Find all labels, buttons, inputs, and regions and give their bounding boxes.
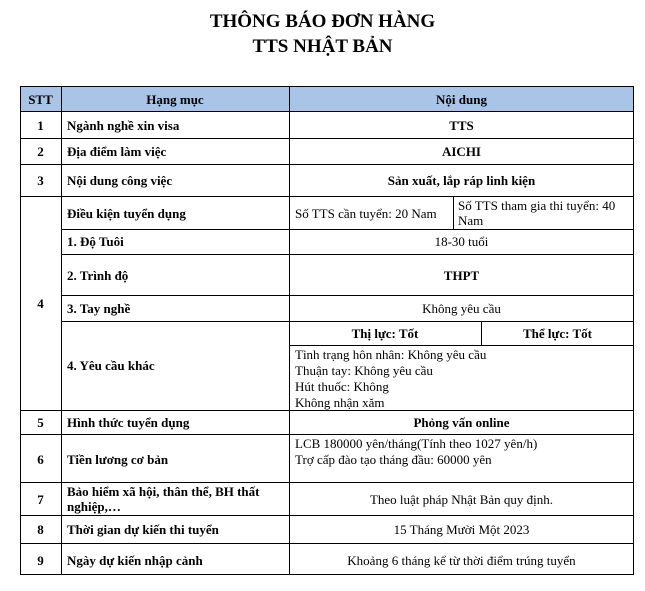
header-stt: STT — [28, 92, 53, 107]
row-8-stt: 8 — [37, 522, 44, 537]
row-5-value: Phỏng vấn online — [413, 415, 510, 430]
row-3-value: Sản xuất, lắp ráp linh kiện — [387, 173, 536, 188]
skill-label: 3. Tay nghề — [67, 301, 131, 316]
education-value: THPT — [443, 268, 480, 283]
other-requirements-label: 4. Yêu cầu khác — [67, 358, 155, 373]
recruit-count: Số TTS cần tuyển: 20 Nam — [295, 206, 437, 221]
row-7-label-line2: nghiệp,… — [67, 499, 121, 514]
recruit-conditions-label: Điều kiện tuyển dụng — [67, 206, 186, 221]
education-label: 2. Trình độ — [67, 268, 129, 283]
row-7-value: Theo luật pháp Nhật Bản quy định. — [369, 492, 554, 507]
exam-count-line1: Số TTS tham gia thi tuyển: 40 — [458, 198, 616, 213]
row-5-stt: 5 — [37, 415, 44, 430]
page-title: THÔNG BÁO ĐƠN HÀNG — [209, 11, 436, 32]
handedness: Thuận tay: Không yêu cầu — [295, 363, 433, 378]
row-8-value: 15 Tháng Mười Một 2023 — [393, 522, 530, 537]
row-5-label: Hình thức tuyển dụng — [67, 415, 190, 430]
tattoo: Không nhận xăm — [295, 395, 385, 410]
row-1-stt: 1 — [37, 118, 44, 133]
row-6-stt: 6 — [37, 452, 44, 467]
exam-count-line2: Nam — [458, 213, 484, 228]
row-1-label: Ngành nghề xin visa — [67, 118, 180, 133]
row-2-stt: 2 — [37, 144, 44, 159]
row-9-value: Khoảng 6 tháng kể từ thời điểm trúng tuyển — [347, 553, 576, 568]
age-value: 18-30 tuổi — [434, 234, 489, 249]
row-7-label-line1: Bảo hiểm xã hội, thân thể, BH thất — [67, 484, 260, 499]
row-9-stt: 9 — [37, 553, 44, 568]
smoking: Hút thuốc: Không — [295, 379, 389, 394]
header-category: Hạng mục — [146, 92, 204, 107]
header-content: Nội dung — [436, 92, 487, 107]
row-9-label: Ngày dự kiến nhập cảnh — [67, 553, 203, 568]
physical-requirement: Thể lực: Tốt — [523, 326, 592, 341]
skill-value: Không yêu cầu — [422, 301, 501, 316]
salary-line1: LCB 180000 yên/tháng(Tính theo 1027 yên/h) — [295, 436, 538, 451]
row-2-value: AICHI — [441, 144, 481, 159]
row-4-stt: 4 — [37, 296, 44, 311]
row-3-label: Nội dung công việc — [67, 173, 173, 188]
row-7-stt: 7 — [37, 492, 44, 507]
row-6-label: Tiền lương cơ bản — [67, 452, 169, 467]
row-2-label: Địa điểm làm việc — [67, 144, 167, 159]
row-3-stt: 3 — [37, 173, 44, 188]
age-label: 1. Độ Tuôi — [67, 234, 124, 249]
page-subtitle: TTS NHẬT BẢN — [252, 36, 393, 57]
row-8-label: Thời gian dự kiến thi tuyển — [67, 522, 219, 537]
row-1-value: TTS — [449, 118, 474, 133]
vision-requirement: Thị lực: Tốt — [351, 326, 419, 341]
marital-status: Tình trạng hôn nhân: Không yêu cầu — [295, 347, 487, 362]
salary-line2: Trợ cấp đào tạo tháng đầu: 60000 yên — [295, 452, 492, 467]
